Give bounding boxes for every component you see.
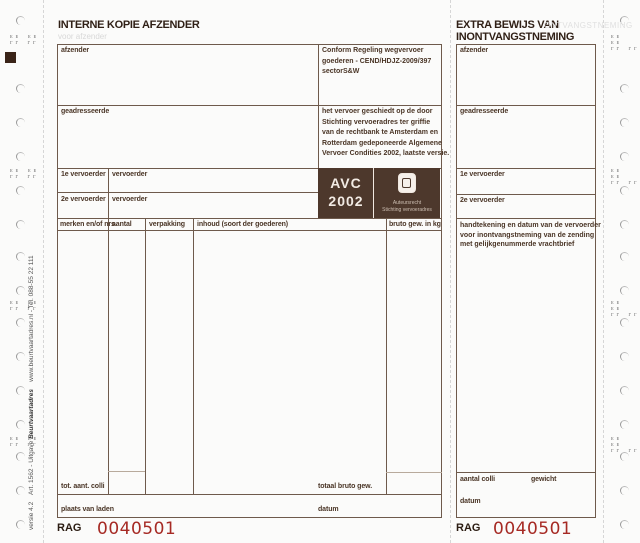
right-form-frame (456, 44, 596, 518)
right-copy-title-line2: INONTVANGSTNEMING (456, 31, 575, 43)
vervoeradres-logo-icon (398, 173, 416, 193)
vervoerder1-label: 1e vervoerder (61, 171, 106, 178)
rule (108, 471, 145, 472)
vervoerder2-label: 2e vervoerder (61, 196, 106, 203)
right-vervoerder2-field[interactable]: 2e vervoerder (460, 197, 505, 204)
rule (57, 230, 442, 231)
totaal-bruto-field[interactable]: totaal bruto gew. (318, 483, 373, 490)
vervoerder1-field[interactable]: vervoerder (112, 171, 148, 178)
right-afzender-field[interactable]: afzender (460, 47, 488, 54)
col-aantal: aantal (112, 221, 132, 228)
rule (456, 194, 596, 195)
freight-form-sheet: ᴇᴇ ᴇᴇ ᴦᴦ ᴦᴦ ᴇᴇ ᴇᴇ ᴦᴦ ᴦᴦ ᴇᴇ ᴇᴇ ᴦᴦ ᴦᴦ ᴇᴇ ᴇᴇ ᴦᴦ ᴦᴦ ᴇᴇ ᴇᴇ ᴦᴦ ᴦᴦ ᴇᴇ ᴇᴇ ᴦᴦ ᴦᴦ ᴇᴇ ᴇᴇ ᴦᴦ ᴦᴦ ᴇᴇ ᴇᴇ ᴦᴦ ᴦᴦ versie 4.2 Art. 1562 - Uitgave Beurtvaartadres www.beurtvaartadres.nl - Tel. 088-55 22 111 INTERNE KOPIE AFZENDER voor afzender afzender Conform Regeling wegvervoer goederen - CEND/HDJZ-2009/397 sectorS&W geadresseerde het vervoer geschiedt op de door Stichting vervoeradres ter griffie van de rechtbank te Amsterdam en Rotterdam gedeponeerde Algemene Vervoer Condities 2002, laatste versie. 1e vervoerder vervoerder 2e vervoerder vervoerder AVC 2002 Auteursrecht Stichting vervoeradres merken en/of nrs aantal verpakking inhoud (soort der goederen) bruto gew. in kg tot. aant. colli totaal bruto gew. plaats van laden datum RAG 0040501 EXTRA BEWIJS VAN ONTVANGSTNEMING INONTVANGSTNEMING afzender geadresseerde 1e vervoerder 2e vervoerder handtekening en datum van de vervoerder voor inontvangstneming van de zending met gelijkgenummerde vrachtbrief aantal colli gewicht datum RAG 0040501 (0, 0, 640, 543)
avc-label: AVC (330, 175, 362, 191)
avc-2002-badge (318, 168, 440, 218)
datum-field[interactable]: datum (318, 506, 339, 513)
right-perforation (603, 0, 604, 543)
rule (57, 218, 442, 219)
rule (108, 168, 109, 218)
plaats-van-laden-field[interactable]: plaats van laden (61, 506, 114, 513)
avc-year: 2002 (328, 193, 364, 209)
right-copy-faint-title: ONTVANGSTNEMING (544, 21, 633, 30)
rule (456, 472, 596, 473)
avc-copyright: Auteursrecht Stichting vervoeradres (382, 200, 432, 213)
left-copy-subtitle: voor afzender (58, 32, 107, 41)
side-publisher-text: versie 4.2 Art. 1562 - Uitgave Beurtvaartadres www.beurtvaartadres.nl - Tel. 088-55 22 111 (28, 255, 35, 530)
middle-perforation (450, 0, 451, 543)
col-merken: merken en/of nrs (60, 221, 115, 228)
vervoerder2-field[interactable]: vervoerder (112, 196, 148, 203)
geadresseerde-field[interactable]: geadresseerde (61, 108, 110, 115)
right-datum-field[interactable]: datum (460, 498, 481, 505)
rule (456, 218, 596, 219)
rule (193, 218, 194, 494)
signature-field[interactable]: handtekening en datum van de vervoerder voor inontvangstneming van de zending met gelijkgenummerde vrachtbrief (460, 222, 601, 248)
right-rag-number: 0040501 (493, 519, 573, 539)
rule (57, 192, 318, 193)
left-perforation (43, 0, 44, 543)
left-copy-title: INTERNE KOPIE AFZENDER (58, 19, 200, 31)
conditions-text: het vervoer geschiedt op de door Stichting vervoeradres ter griffie van de rechtbank te Amsterdam en Rotterdam gedeponeerde Algemene Vervoer Condities 2002, laatste versie. (322, 108, 450, 157)
rule (386, 218, 387, 494)
tot-aant-colli-field[interactable]: tot. aant. colli (61, 483, 105, 490)
right-copy-title-line1: EXTRA BEWIJS VAN (456, 19, 559, 31)
afzender-field[interactable]: afzender (61, 47, 89, 54)
rule (456, 168, 596, 169)
rule (108, 218, 109, 494)
rule (57, 105, 442, 106)
gewicht-field[interactable]: gewicht (531, 476, 557, 483)
aantal-colli-field[interactable]: aantal colli (460, 476, 495, 483)
registration-mark (5, 52, 16, 63)
rule (456, 105, 596, 106)
conform-regeling-text: Conform Regeling wegvervoer goederen - CEND/HDJZ-2009/397 sectorS&W (322, 47, 432, 75)
rag-number: 0040501 (97, 519, 177, 539)
rule (57, 494, 442, 495)
rule (386, 472, 442, 473)
rag-label: RAG (57, 522, 82, 534)
col-bruto: bruto gew. in kg (389, 221, 441, 228)
right-geadresseerde-field[interactable]: geadresseerde (460, 108, 509, 115)
col-inhoud: inhoud (soort der goederen) (197, 221, 289, 228)
col-verpakking: verpakking (149, 221, 185, 228)
right-rag-label: RAG (456, 522, 481, 534)
right-vervoerder1-field[interactable]: 1e vervoerder (460, 171, 505, 178)
rule (145, 218, 146, 494)
